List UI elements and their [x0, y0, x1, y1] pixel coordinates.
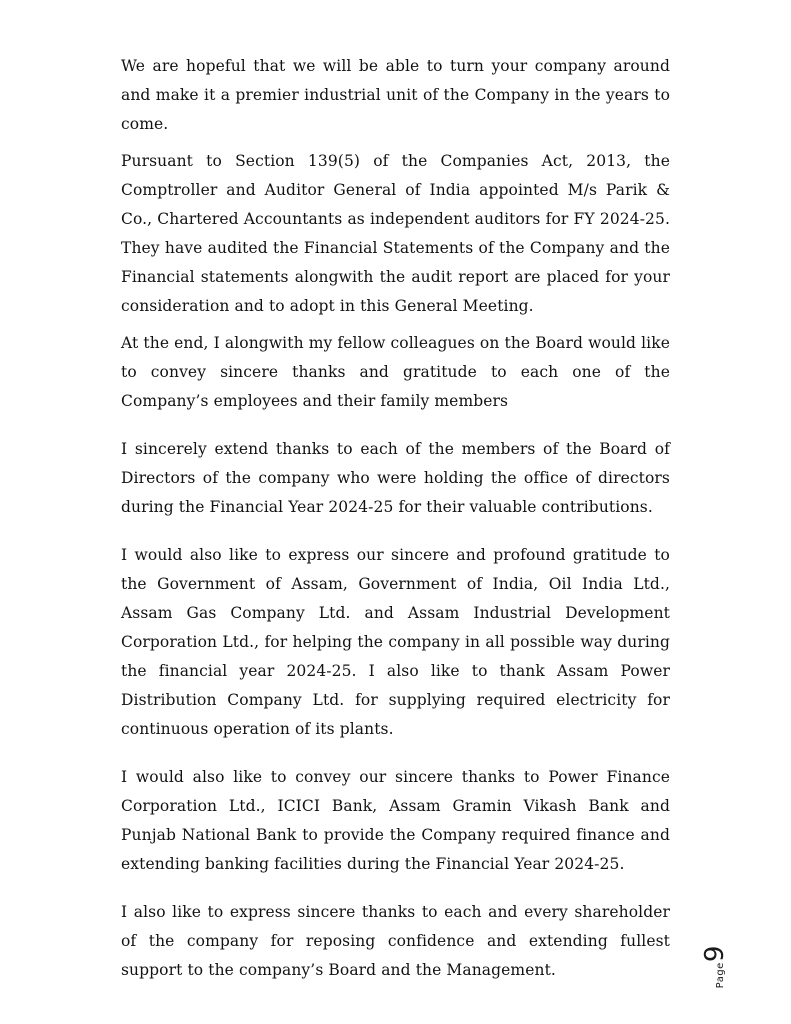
document-body	[121, 52, 670, 993]
page-number-label: Page	[715, 962, 726, 989]
paragraph-thanks-government: I would also like to express our sincere and profound gratitude to the Government of Assam, Government of India, Oil India Ltd., Assam Gas Company Ltd. and Assam Industrial Development Corporation Ltd., for helping the company in all possible way during the financial year 2024-25. I also like to thank Assam Power Distribution Company Ltd. for supplying required electricity for continuous operation of its plants.	[121, 546, 670, 738]
paragraph-auditors-appointment: Pursuant to Section 139(5) of the Companies Act, 2013, the Comptroller and Auditor General of India appointed M/s Parik & Co., Chartered Accountants as independent auditors for FY 2024-25. They have audited the Financial Statements of the Company and the Financial statements alongwith the audit report are placed for your consideration and to adopt in this General Meeting.	[121, 152, 670, 315]
paragraph-thanks-employees: At the end, I alongwith my fellow colleagues on the Board would like to convey sincere thanks and gratitude to each one of the Company’s employees and their family members	[121, 334, 670, 410]
page-number-value: 9	[700, 945, 730, 963]
paragraph-hopeful-turnaround: We are hopeful that we will be able to turn your company around and make it a premier industrial unit of the Company in the years to come.	[121, 57, 670, 133]
paragraph-thanks-shareholders: I also like to express sincere thanks to each and every shareholder of the company for reposing confidence and extending fullest support to the company’s Board and the Management.	[121, 903, 670, 979]
page-number	[700, 946, 730, 989]
paragraph-thanks-banks: I would also like to convey our sincere thanks to Power Finance Corporation Ltd., ICICI Bank, Assam Gramin Vikash Bank and Punjab National Bank to provide the Company required finance and extending banking facilities during the Financial Year 2024-25.	[121, 768, 670, 873]
paragraph-thanks-board: I sincerely extend thanks to each of the members of the Board of Directors of the company who were holding the office of directors during the Financial Year 2024-25 for their valuable contributions.	[121, 440, 670, 516]
